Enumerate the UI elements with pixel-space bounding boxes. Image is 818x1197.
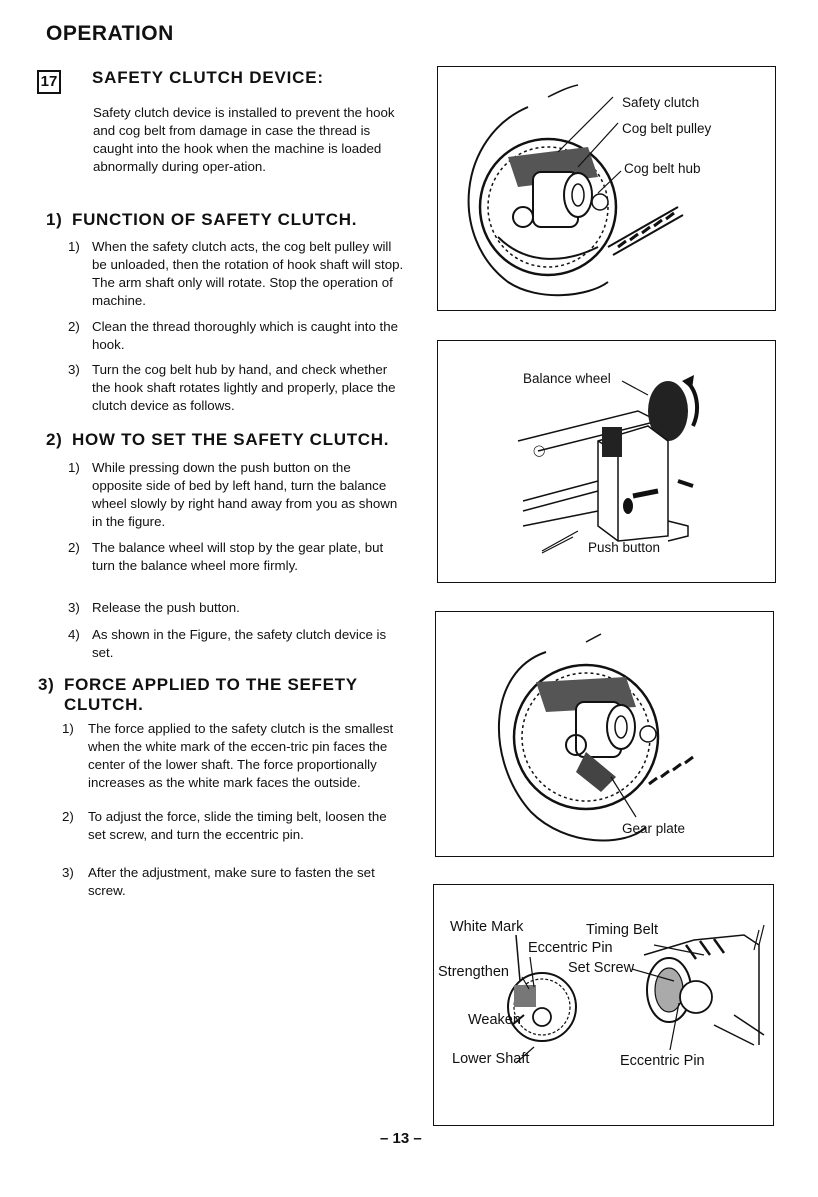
list-item-text: After the adjustment, make sure to fasten the set screw.	[88, 865, 375, 898]
timing-belt-label: Timing Belt	[586, 922, 658, 938]
subsection-1-number: 1)	[46, 210, 63, 229]
list-item-text: The balance wheel will stop by the gear plate, but turn the balance wheel more firmly.	[92, 540, 384, 573]
section-intro: Safety clutch device is installed to prevent the hook and cog belt from damage in case the thread is caught into the hook when the machine is loaded abnormally during oper-ation.	[93, 105, 395, 174]
page-header: OPERATION	[46, 22, 174, 45]
subsection-2-heading	[46, 430, 426, 450]
figure-eccentric-pin	[433, 884, 774, 1126]
weaken-label: Weaken	[468, 1012, 521, 1028]
strengthen-label: Strengthen	[438, 964, 509, 980]
subsection-1-heading	[46, 210, 416, 230]
eccentric-pin-top-label: Eccentric Pin	[528, 940, 613, 956]
gear-plate-label: Gear plate	[622, 821, 686, 836]
list-item-text: To adjust the force, slide the timing belt, loosen the set screw, and turn the eccentric pin.	[88, 809, 387, 842]
section-number-box: 17	[37, 70, 61, 94]
list-item-number: 1)	[62, 721, 74, 736]
page-number: – 13 –	[380, 1130, 422, 1147]
list-item-number: 3)	[68, 362, 80, 377]
list-item-text: Release the push button.	[92, 600, 240, 615]
subsection-2-title: HOW TO SET THE SAFETY CLUTCH.	[72, 430, 390, 449]
section-title: SAFETY CLUTCH DEVICE:	[92, 68, 324, 87]
list-item-text: The force applied to the safety clutch is the smallest when the white mark of the eccen-tric pin faces the center of the lower shaft. The force proportionally increases as the white mark faces the outside.	[88, 721, 394, 790]
figure-balance-wheel	[437, 340, 776, 583]
set-screw-label: Set Screw	[568, 960, 635, 976]
figure-gear-plate	[435, 611, 774, 857]
push-button-label: Push button	[588, 540, 661, 555]
safety-clutch-illustration	[438, 67, 775, 310]
list-item-number: 3)	[68, 600, 80, 615]
list-item-number: 2)	[68, 540, 80, 555]
balance-wheel-label: Balance wheel	[523, 371, 611, 386]
list-item-number: 1)	[68, 239, 80, 254]
cog-belt-pulley-label: Cog belt pulley	[622, 121, 712, 136]
white-mark-label: White Mark	[450, 919, 524, 935]
list-item-number: 4)	[68, 627, 80, 642]
eccentric-pin-bottom-label: Eccentric Pin	[620, 1053, 705, 1069]
list-item-text: Turn the cog belt hub by hand, and check whether the hook shaft rotates lightly and properly, place the clutch device as follows.	[92, 362, 396, 413]
list-item-number: 2)	[62, 809, 74, 824]
list-item-text: As shown in the Figure, the safety clutch device is set.	[92, 627, 387, 660]
list-item-text: While pressing down the push button on the opposite side of bed by left hand, turn the balance wheel slowly by right hand away from you as shown in the figure.	[92, 460, 398, 529]
figure-safety-clutch	[437, 66, 776, 311]
subsection-3-title: FORCE APPLIED TO THE SEFETY CLUTCH.	[64, 675, 358, 714]
list-item-number: 1)	[68, 460, 80, 475]
subsection-3-heading	[38, 675, 408, 715]
subsection-1-title: FUNCTION OF SAFETY CLUTCH.	[72, 210, 358, 229]
subsection-2-number: 2)	[46, 430, 63, 449]
svg-text:◯: ◯	[533, 445, 546, 457]
safety-clutch-label: Safety clutch	[622, 95, 700, 110]
gear-plate-illustration	[436, 612, 773, 856]
subsection-3-number: 3)	[38, 675, 55, 694]
list-item-text: When the safety clutch acts, the cog belt pulley will be unloaded, then the rotation of hook shaft will stop. The arm shaft only will rotate. Stop the operation of machine.	[92, 239, 404, 308]
list-item-number: 2)	[68, 319, 80, 334]
list-item-text: Clean the thread thoroughly which is caught into the hook.	[92, 319, 399, 352]
list-item-number: 3)	[62, 865, 74, 880]
cog-belt-hub-label: Cog belt hub	[624, 161, 701, 176]
lower-shaft-label: Lower Shaft	[452, 1051, 530, 1067]
